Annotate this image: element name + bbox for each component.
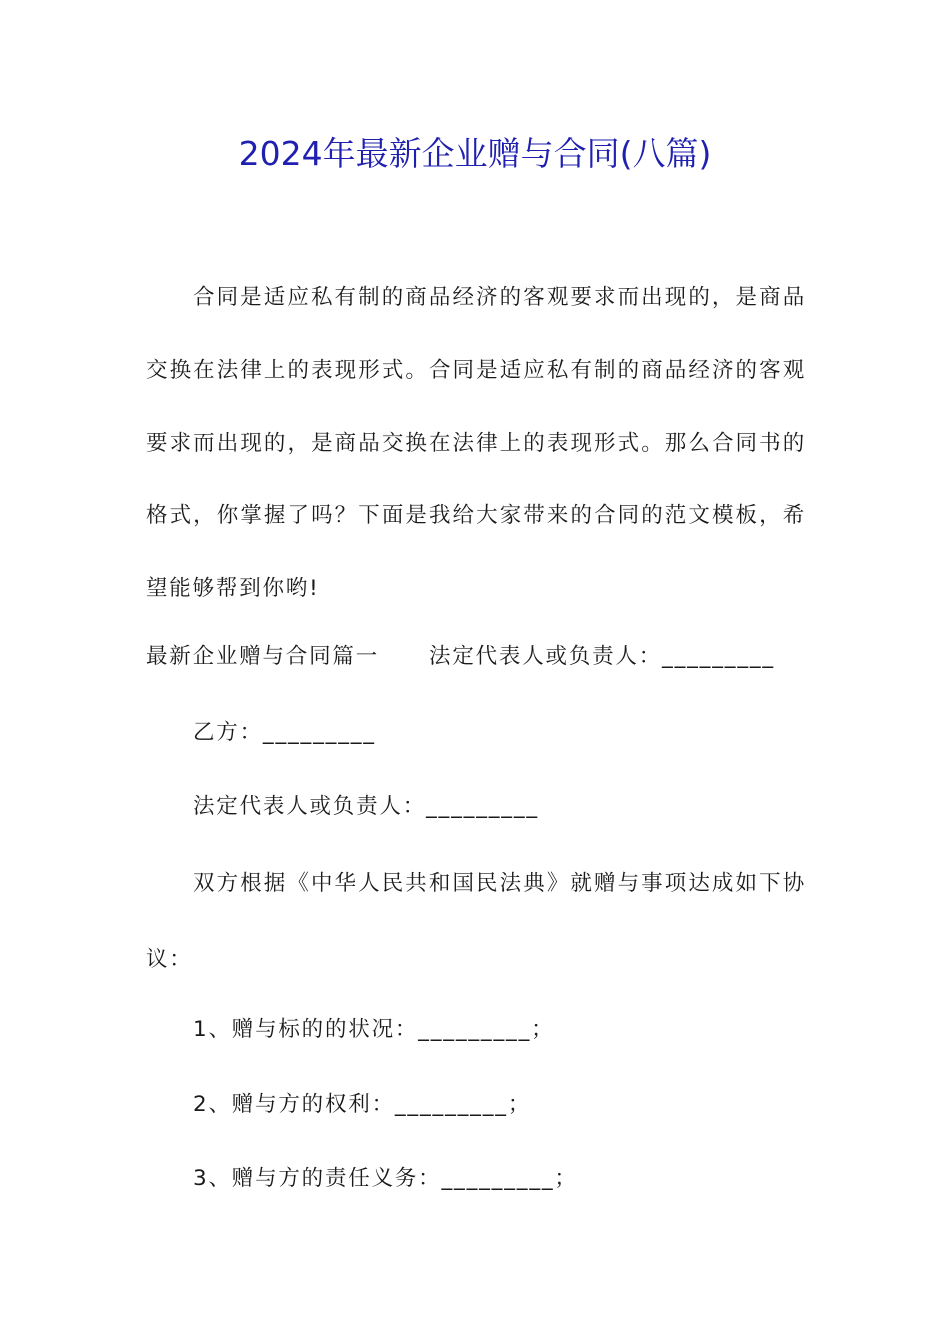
intro-paragraph: 合同是适应私有制的商品经济的客观要求而出现的，是商品交换在法律上的表现形式。合同是适应私有制的商品经济的客观要求而出现的，是商品交换在法律上的表现形式。那么合同书的格式，你掌握了吗？下面是我给大家带来的合同的范文模板，希望能够帮到你哟! (146, 285, 806, 602)
section-heading: 最新企业赠与合同篇一 (146, 644, 380, 669)
list-item: 1、赠与标的的状况：_________； (193, 1017, 555, 1042)
agreement-paragraph: 双方根据《中华人民共和国民法典》就赠与事项达成如下协议： (146, 871, 806, 972)
representative-line-1: 法定代表人或负责人：_________ (429, 644, 775, 669)
representative-line-2: 法定代表人或负责人：_________ (193, 794, 539, 819)
party-b-line: 乙方：_________ (193, 720, 376, 745)
section-heading-line (146, 637, 775, 677)
list-item: 3、赠与方的责任义务：_________； (193, 1166, 578, 1191)
list-item: 2、赠与方的权利：_________； (193, 1092, 532, 1117)
page-title: 2024年最新企业赠与合同(八篇) (238, 134, 712, 173)
